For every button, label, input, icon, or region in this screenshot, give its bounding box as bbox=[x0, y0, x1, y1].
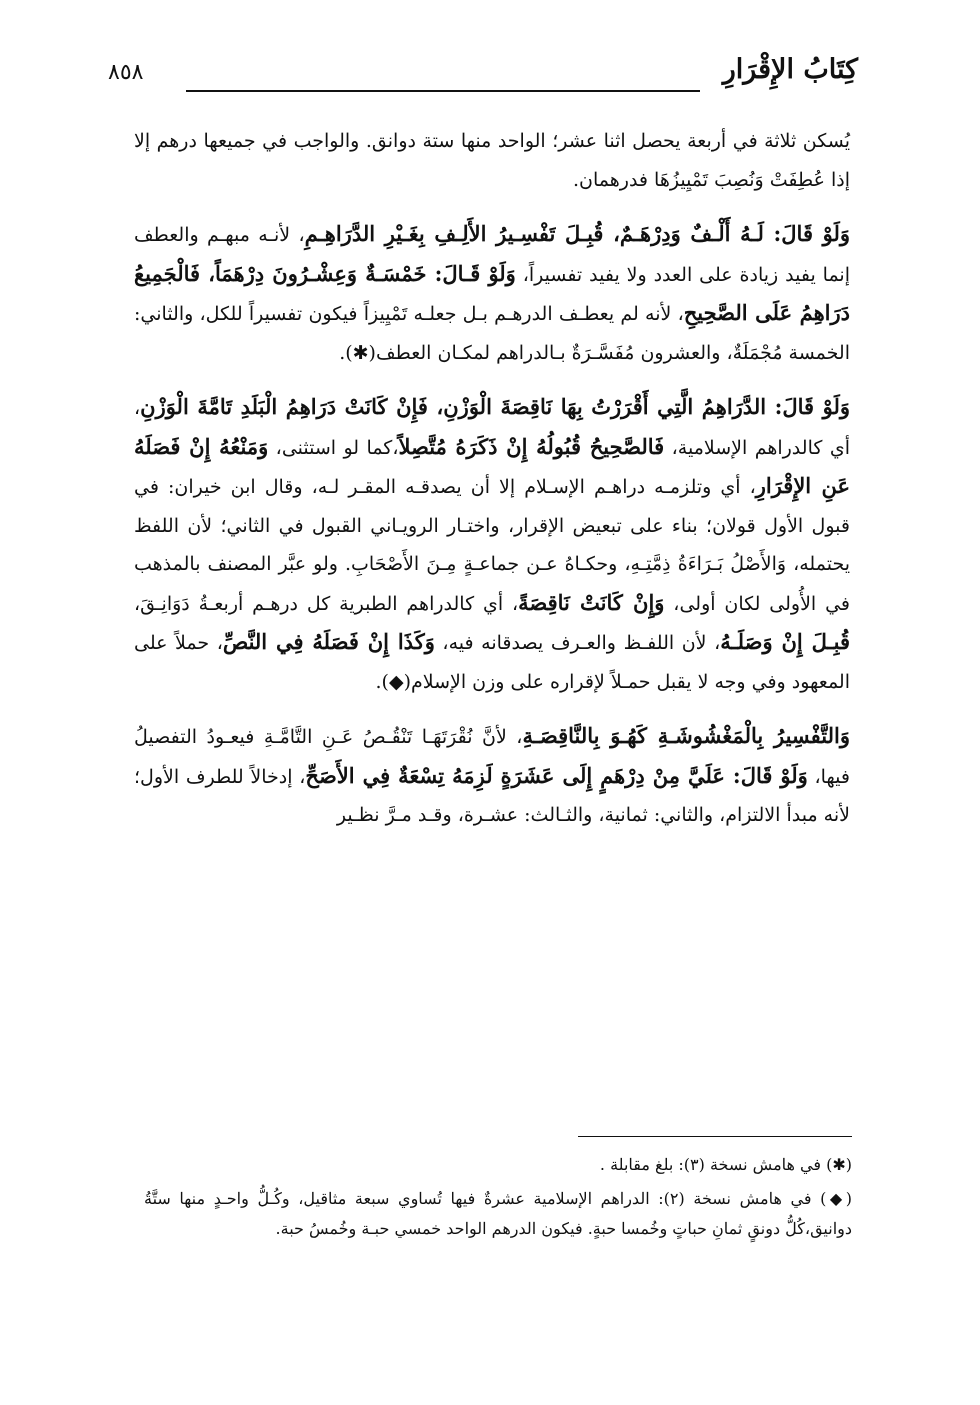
matn-segment: فَالصَّحِيحُ قُبُولُهُ إِنْ ذَكَرَهُ مُتَّصِلاً bbox=[398, 433, 665, 459]
matn-segment: وَالتَّفْسِيرُ بِالْمَغْشُوشَـةِ كَهُـوَ بِالنَّاقِصَـةِ bbox=[522, 723, 850, 748]
page-number: ٨٥٨ bbox=[108, 60, 144, 85]
footnote-1: (✱) في هامش نسخة (٣): بلغ مقابلة . bbox=[599, 1155, 852, 1174]
sharh-segment: ، أي كالدراهم الإسلامية، bbox=[134, 397, 850, 459]
sharh-segment: ، حملاً على المعهود وفي وجه لا يقبل حمـلاً لإقراره على وزن الإسلام(◆). bbox=[134, 632, 850, 693]
sharh-segment: ، لأنَّ نُقْرَتَهَـا تَنْقُـصُ عَـنِ التَّامَّـةِ فيعـودُ التفصيلُ فيها، bbox=[134, 726, 851, 788]
matn-segment: وَلَوْ قَالَ: عَلَيَّ مِنْ دِرْهَمٍ إِلَى عَشَرَةٍ لَزِمَهُ تِسْعَةٌ فِي الأَصَحِّ bbox=[305, 762, 808, 788]
sharh-segment: ، أي كالدراهم الطبرية كل درهـم أربعـةُ دَوَانِـقَ، bbox=[134, 592, 519, 615]
matn-segment: وَمَنْعُهُ إِنْ فَصَلَهُ عَنِ الإِقْرَارِ bbox=[134, 433, 850, 498]
sharh-segment: ، لأنـه مبهـم والعطف إنما يفيد زيادة على العدد ولا يفيد تفسيراً، bbox=[134, 224, 850, 286]
paragraph-4 bbox=[134, 717, 850, 835]
matn-segment: وَكَذَا إِنْ فَصَلَهُ فِي النَّصِّ bbox=[222, 629, 435, 654]
matn-segment: قُبِـلَ إِنْ وَصَلَـهُ bbox=[720, 629, 850, 654]
footnotes bbox=[144, 1150, 852, 1248]
main-text bbox=[134, 122, 850, 851]
sharh-segment: ، إدخالاً للطرف الأول؛ لأنه مبدأ الالتزام، والثاني: ثمانية، والثـالث: عشـرة، وقـد مـرَّ نظـير bbox=[134, 765, 850, 826]
footnote-rule bbox=[578, 1136, 852, 1137]
text-segment: يُسكن ثلاثة في أربعة يحصل اثنا عشر؛ الواحد منها ستة دوانق. والواجب في جميعها درهم إلا إذا عُطِفَتْ وَنُصِبَ تَمْيِيزُهَا فدرهمان. bbox=[134, 130, 850, 191]
matn-segment: وَلَوْ قَـالَ: خَمْسَـةٌ وَعِشْـرُونَ دِرْهَمَاً، فَالْجَمِيعُ دَرَاهِمُ عَلَى الصَّحِيحِ bbox=[134, 260, 850, 325]
matn-segment: وَلَوْ قَالَ: الدَّرَاهِمُ الَّتِي أَقْرَرْتُ بِهَا نَاقِصَةَ الْوَزْنِ، فَإِنْ كَانَتْ دَرَاهِمُ الْبَلَدِ تَامَّةَ الْوَزْنِ bbox=[140, 394, 850, 419]
page-header bbox=[108, 52, 858, 98]
paragraph-2 bbox=[134, 215, 850, 372]
sharh-segment: ، لأنه لم يعطـف الدرهـم بـل جعلـه تَمْيِيزاً فيكون تفسيراً للكل، والثاني: الخمسة مُجْمَلَةٌ، والعشرون مُفَسَّـرَةٌ بـالدراهم لمكـان العطف(✱). bbox=[134, 303, 850, 364]
sharh-segment: ، أي وتلزمـه دراهـم الإسـلام إلا أن يصدقـه المقـر لـه، وقال ابن خيران: في قبول الأول قولان؛ بناء على تبعيض الإقرار، واختـار الرويـاني القبول في الثاني؛ لأن اللفظ يحتمله، وَالأَصْلُ بَـرَاءَةُ ذِمَّتِـهِ، وحكـاهُ عـن جماعـةٍ مِـنَ الأَصْحَابِ. ولو عبَّر المصنف بالمذهب في الأُولى لكان أولى، bbox=[134, 476, 850, 615]
header-rule bbox=[186, 90, 700, 92]
matn-segment: وَلَوْ قَالَ: لَـهُ أَلْـفٌ وَدِرْهَـمٌ، قُبِـلَ تَفْسِـيرُ الأَلِـفِ بِغَـيْرِ الدَّرَاهِـمِ bbox=[304, 221, 851, 246]
matn-segment: وَإِنْ كَانَتْ نَاقِصَةً bbox=[518, 589, 665, 615]
sharh-segment: ، لأن اللفـظ والعـرف يصدقانه فيه، bbox=[434, 632, 721, 654]
running-title: كِتَابُ الإِقْرَارِ bbox=[722, 54, 858, 85]
paragraph-3 bbox=[134, 388, 850, 701]
sharh-segment: ،كما لو استثنى، bbox=[268, 436, 399, 459]
footnote-2: (◆) في هامش نسخة (٢): الدراهم الإسلامية عشرةٌ فيها تُساوي سبعة مثاقيل، وكُـلُّ واحـدٍ منها ستَّةُ دوانيق،كُلُّ دونقٍ ثمانِ حباتٍ وخُمسا حبةٍ. فيكون الدرهم الواحد خمسي حبـة وخُمسُ حبة. bbox=[144, 1189, 852, 1238]
paragraph-1 bbox=[134, 122, 850, 199]
